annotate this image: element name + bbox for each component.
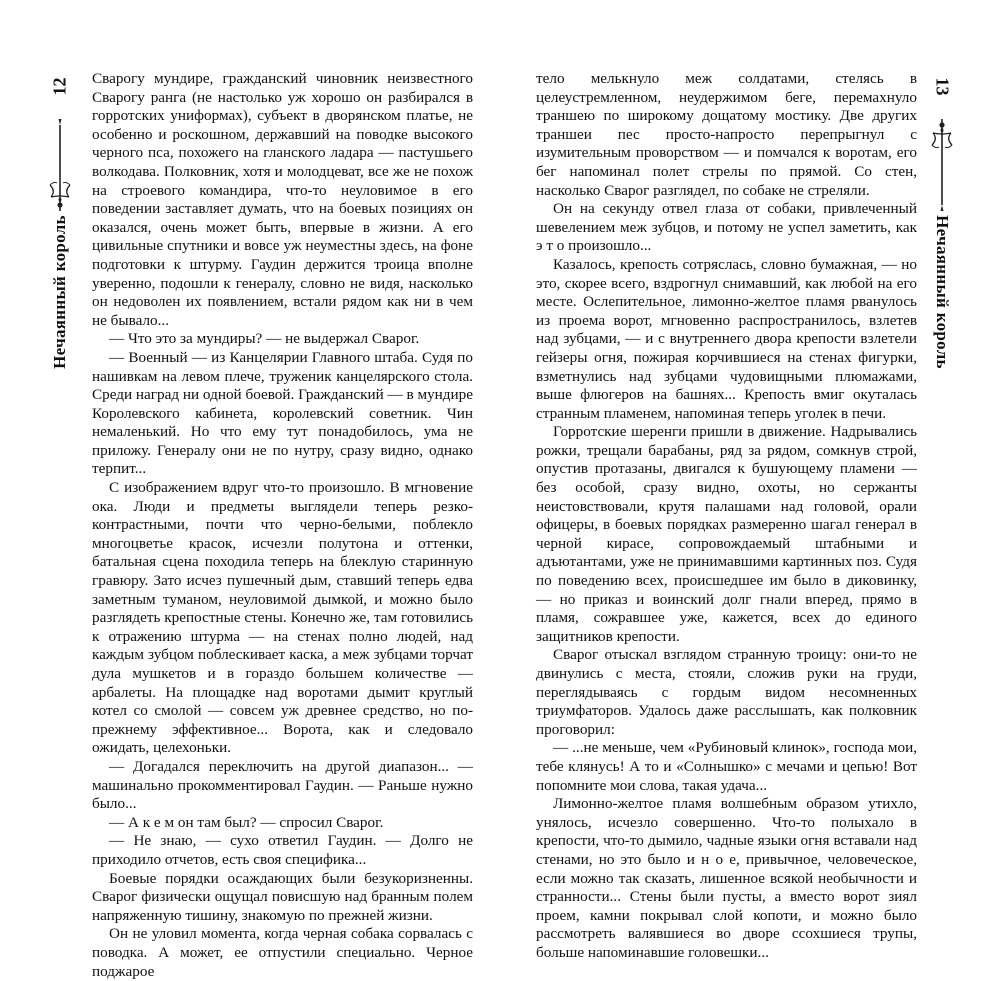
paragraph: — Что это за мундиры? — не выдержал Сварог. <box>109 330 420 348</box>
left-page-number: 12 <box>49 77 70 96</box>
paragraph: Казалось, крепость сотряслась, словно бумажная, — но это, скорее всего, вздрогнул снимавший, как любой на его месте. Ослепительное, лимонно-желтое пламя рванулось из проема ворот, мгновенно распространилось, взлетев над зубцами, — и с внутреннего двора крепости взлетели гейзеры огня, пожирая корчившиеся на стенах фигурки, взметнулись над зубцами чудовищными плюмажами, выше флюгеров на башнях... Крепость вмиг окуталась странным пламенем, напоминая теперь уголек в печи. <box>536 255 917 422</box>
left-running-head <box>42 70 78 369</box>
paragraph: Сварогу мундире, гражданский чиновник неизвестного Сварогу ранга (не настолько уж хорошо он разбирался в горротских униформах), субъект в дворянском платье, не особенно и роскошном, державший на поводке высокого черного пса, похожего на гланского ладара — пастушьего волкодава. Полковник, хотя и молодцеват, все же не похож на строевого командира, что-то неуловимое в его поведении заставляет думать, что на боевых позициях он оказался, очень может быть, впервые в жизни. А его цивильные спутники и вовсе уж неуместны здесь, на фоне подготовки к штурму. Гаудин держится троица вполне уверенно, подошли к генералу, словно не видя, насколько он недоволен их появлением, встали рядом как ни в чем не бывало... <box>92 70 473 329</box>
paragraph: С изображением вдруг что-то произошло. В мгновение ока. Люди и предметы выглядели теперь резко-контрастными, почти что черно-белыми, поблекло многоцветье красок, исчезли полутона и оттенки, батальная сцена походила теперь на блеклую старинную гравюру. Зато исчез пушечный дым, ставший теперь едва заметным туманом, неуловимой дымкой, и можно было разглядеть крепостные стены. Конечно же, там готовились к отражению штурма — на стенах полно людей, над каждым зубцом поблескивает каска, а меж зубцами торчат дула мушкетов и в гораздо большем количестве — арбалеты. На площадке над воротами дымит круглый котел со смолой — совсем уж древнее средство, но по-прежнему эффективное... Ворота, как и следовало ожидать, целехоньки. <box>92 479 473 757</box>
right-page-body <box>536 70 917 963</box>
paragraph: Сварог отыскал взглядом странную троицу: они-то не двинулись с места, стояли, сложив руки на груди, переглядываясь с гордым видом несомненных триумфаторов. Удалось даже расслышать, как полковник проговорил: <box>536 646 917 738</box>
right-page-number: 13 <box>932 77 953 96</box>
paragraph: — ...не меньше, чем «Рубиновый клинок», господа мои, тебе клянусь! А то и «Солнышко» с мечами и цепью! Вот попомните мои слова, такая удача... <box>536 739 917 794</box>
left-running-title: Нечаянный король <box>50 215 69 369</box>
paragraph: Лимонно-желтое пламя волшебным образом утихло, унялось, исчезло совершенно. Что-то полыхало в крепости, что-то дымило, чадные языки огня вставали над стенами, но это было и н о е, привычное, человеческое, если можно так сказать, лишенное всякой необычности и странности... Стены были пусты, а вместо ворот зиял проем, камни покрывал слой копоти, и можно было рассмотреть валявшиеся во дворе ссохшиеся трупы, больше напоминавшие головешки... <box>536 795 917 961</box>
paragraph: тело мелькнуло меж солдатами, стелясь в целеустремленном, неудержимом беге, перемахнуло траншею по широкому дощатому мостику. Две других траншеи пес просто-напросто перепрыгнул с изумительным проворством — и помчался к воротам, его бег напоминал полет стрелы по прямой. Со стен, насколько Сварог разглядел, по собаке не стреляли. <box>536 70 917 199</box>
right-running-head <box>924 70 960 369</box>
paragraph: — Не знаю, — сухо ответил Гаудин. — Долго не приходило отчетов, есть своя специфика... <box>92 832 473 868</box>
paragraph: — Догадался переключить на другой диапазон... — машинально прокомментировал Гаудин. — Раньше нужно было... <box>92 757 473 813</box>
paragraph: Боевые порядки осаждающих были безукоризненны. Сварог физически ощущал повисшую над бранным полем напряженную тишину, знакомую по прежней жизни. <box>92 869 473 924</box>
paragraph: — Военный — из Канцелярии Главного штаба. Судя по нашивкам на левом плече, труженик канцелярского стола. Среди наград ни одной боевой. Гражданский — в мундире Королевского кабинета, королевский советник. Чин немаленький. Но что ему тут понадобилось, ума не приложу. Генералу они не по нутру, сразу видно, однако терпит... <box>92 348 473 478</box>
sword-ornament-icon <box>924 110 960 220</box>
paragraph: Горротские шеренги пришли в движение. Надрывались рожки, трещали барабаны, ряд за рядом, сомкнув строй, опустив протазаны, двигался к бушующему пламени — без особой, сразу видно, охоты, но сержанты неистовствовали, крутя палашами над головой, орали офицеры, в боевых порядках размеренно шагал генерал в черной кирасе, сопровождаемый штабными и адъютантами, уже не принимавшими картинных поз. Судя по поведению всех, происшедшее им было в диковинку, — но приказ и воинский долг гнали вперед, прямо в пламя, сожравшее уже, кажется, всех до единого защитников крепости. <box>536 423 917 645</box>
paragraph: Он не уловил момента, когда черная собака сорвалась с поводка. А может, ее отпустили специально. Черное поджарое <box>92 925 473 980</box>
paragraph: Он на секунду отвел глаза от собаки, привлеченный шевелением меж зубцов, и потому не успел заметить, как э т о произошло... <box>536 200 917 255</box>
sword-ornament-icon <box>42 110 78 220</box>
right-running-title: Нечаянный король <box>933 215 952 369</box>
left-page-body <box>92 70 473 981</box>
paragraph: — А к е м он там был? — спросил Сварог. <box>109 813 384 831</box>
